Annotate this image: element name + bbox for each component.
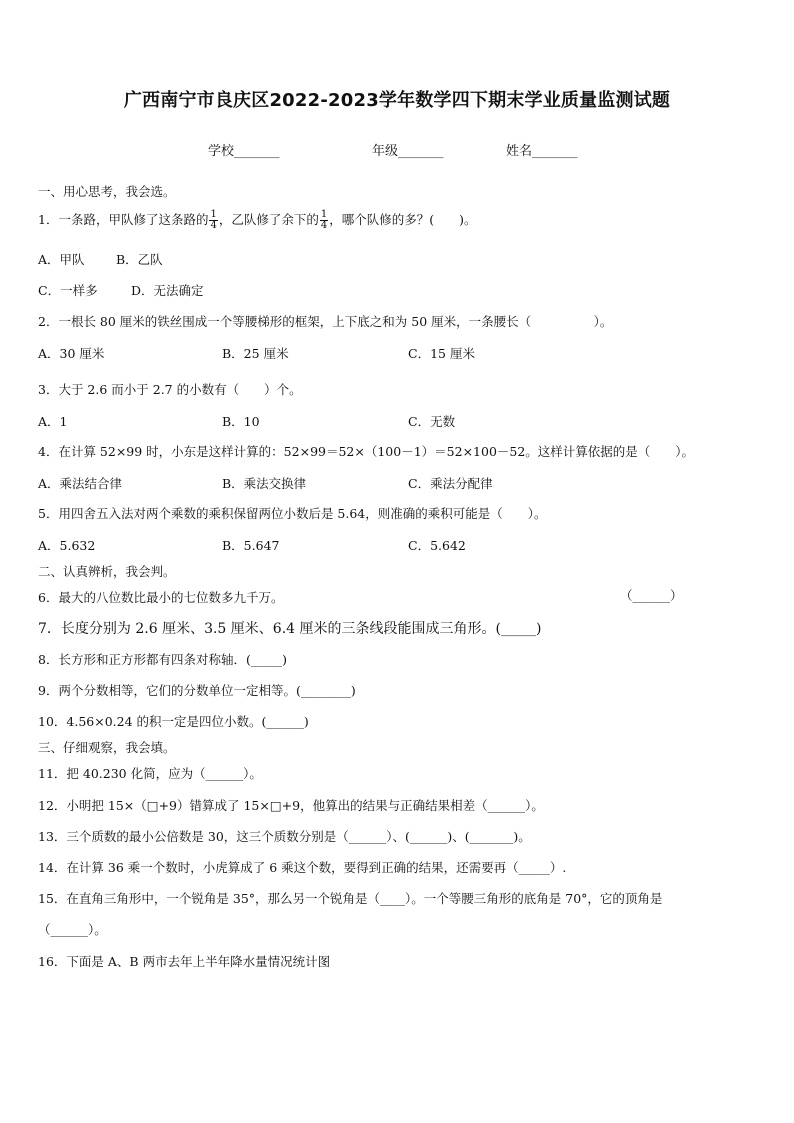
q4-option-c: C．乘法分配律 xyxy=(408,476,493,491)
question-15-line-1: 15．在直角三角形中，一个锐角是 35°，那么另一个锐角是（____）。一个等腰三角形的底角是 70°，它的顶角是 xyxy=(38,891,663,906)
q4-option-b: B．乘法交换律 xyxy=(222,476,307,491)
q1-option-b: B．乙队 xyxy=(116,252,163,267)
grade-label: 年级 xyxy=(372,144,399,159)
name-field xyxy=(506,140,578,159)
q5-option-b: B．5.647 xyxy=(222,538,280,553)
question-10: 10．4.56×0.24 的积一定是四位小数。(______) xyxy=(38,714,309,729)
question-1 xyxy=(38,210,477,231)
q3-option-b: B．10 xyxy=(222,414,260,429)
q2-option-b: B．25 厘米 xyxy=(222,346,289,361)
q1-option-c: C．一样多 xyxy=(38,283,98,298)
question-11: 11．把 40.230 化简，应为（______）。 xyxy=(38,766,262,781)
question-3: 3．大于 2.6 而小于 2.7 的小数有（ ）个。 xyxy=(38,382,302,397)
grade-field xyxy=(372,140,444,159)
name-label: 姓名 xyxy=(506,144,533,159)
q3-option-a: A．1 xyxy=(38,414,68,429)
question-15-line-2: （______）。 xyxy=(38,922,107,937)
q1-option-a: A．甲队 xyxy=(38,252,85,267)
school-label: 学校 xyxy=(208,144,235,159)
question-16: 16．下面是 A、B 两市去年上半年降水量情况统计图 xyxy=(38,954,331,969)
section-heading-1: 一、用心思考，我会选。 xyxy=(38,184,176,199)
question-12: 12．小明把 15×（□+9）错算成了 15×□+9，他算出的结果与正确结果相差（______）。 xyxy=(38,798,544,813)
question-1-post: ，哪个队修的多？( )。 xyxy=(329,212,477,227)
fraction-denominator: 4 xyxy=(210,220,217,231)
fraction-one-quarter xyxy=(209,210,217,231)
question-7: 7．长度分别为 2.6 厘米、3.5 厘米、6.4 厘米的三条线段能围成三角形。(_____) xyxy=(38,621,542,637)
q2-option-c: C．15 厘米 xyxy=(408,346,475,361)
school-field xyxy=(208,140,280,159)
question-8: 8．长方形和正方形都有四条对称轴．(_____) xyxy=(38,652,287,667)
q2-option-a: A．30 厘米 xyxy=(38,346,105,361)
question-1-mid: ，乙队修了余下的 xyxy=(218,212,319,227)
question-14: 14．在计算 36 乘一个数时，小虎算成了 6 乘这个数，要得到正确的结果，还需要再（_____）. xyxy=(38,860,567,875)
question-13: 13．三个质数的最小公倍数是 30，这三个质数分别是（______）、(______)、(_______)。 xyxy=(38,829,531,844)
grade-blank: _______ xyxy=(398,144,444,159)
question-2: 2．一根长 80 厘米的铁丝围成一个等腰梯形的框架，上下底之和为 50 厘米，一条腰长（ ）。 xyxy=(38,314,613,329)
question-6-blank: （______） xyxy=(620,588,683,603)
section-heading-3: 三、仔细观察，我会填。 xyxy=(38,740,176,755)
section-heading-2: 二、认真辨析，我会判。 xyxy=(38,564,176,579)
question-9: 9．两个分数相等，它们的分数单位一定相等。(________) xyxy=(38,683,356,698)
school-blank: _______ xyxy=(234,144,280,159)
q3-option-c: C．无数 xyxy=(408,414,456,429)
fraction-numerator: 1 xyxy=(320,209,328,220)
fraction-denominator: 4 xyxy=(320,220,328,231)
name-blank: _______ xyxy=(532,144,578,159)
q5-option-a: A．5.632 xyxy=(38,538,96,553)
q4-option-a: A．乘法结合律 xyxy=(38,476,123,491)
q1-option-d: D．无法确定 xyxy=(131,283,204,298)
question-4: 4．在计算 52×99 时，小东是这样计算的：52×99＝52×（100－1）＝52×100－52。这样计算依据的是（ ）。 xyxy=(38,444,695,459)
fraction-one-quarter xyxy=(320,210,328,231)
question-6: 6．最大的八位数比最小的七位数多九千万。 xyxy=(38,590,284,605)
q5-option-c: C．5.642 xyxy=(408,538,466,553)
question-1-pre: 1．一条路，甲队修了这条路的 xyxy=(38,212,209,227)
fraction-numerator: 1 xyxy=(210,209,217,220)
page-title: 广西南宁市良庆区2022-2023学年数学四下期末学业质量监测试题 xyxy=(123,90,671,111)
question-5: 5．用四舍五入法对两个乘数的乘积保留两位小数后是 5.64，则准确的乘积可能是（ ）。 xyxy=(38,506,547,521)
